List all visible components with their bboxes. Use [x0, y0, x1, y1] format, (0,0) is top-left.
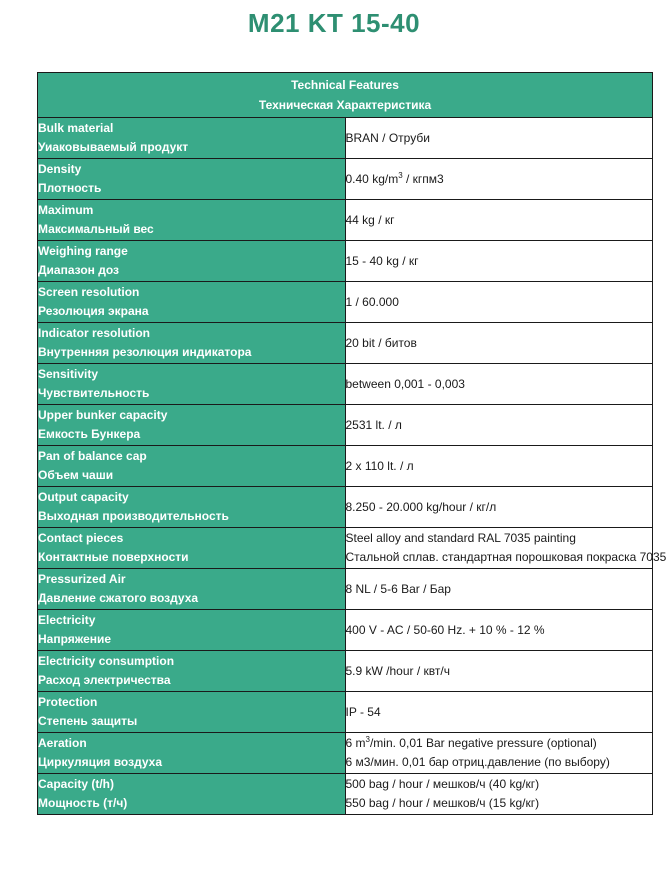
row-label	[38, 282, 346, 323]
label-en: Bulk material	[38, 121, 114, 135]
value-line: 5.9 kW /hour / квт/ч	[345, 663, 450, 678]
table-row	[38, 282, 653, 323]
table-row	[38, 569, 653, 610]
row-label	[38, 323, 346, 364]
value-superscript: 3	[365, 735, 370, 744]
label-ru: Контактные поверхности	[38, 550, 189, 564]
row-value	[345, 118, 653, 159]
label-ru: Резолюция экрана	[38, 304, 149, 318]
label-en: Upper bunker capacity	[38, 408, 168, 422]
value-text: 0.40 kg/m	[345, 171, 399, 186]
label-en: Screen resolution	[38, 285, 140, 299]
label-ru: Циркуляция воздуха	[38, 755, 162, 769]
label-en: Density	[38, 162, 82, 176]
row-label	[38, 118, 346, 159]
label-ru: Выходная производительность	[38, 509, 229, 523]
label-ru: Объем чаши	[38, 468, 114, 482]
table-row	[38, 528, 653, 569]
row-value	[345, 159, 653, 200]
table-row	[38, 118, 653, 159]
row-label	[38, 487, 346, 528]
value-line: between 0,001 - 0,003	[345, 376, 465, 391]
value-line: 44 kg / кг	[345, 212, 395, 227]
value-line: 1 / 60.000	[345, 294, 399, 309]
table-header	[38, 73, 653, 118]
row-label	[38, 774, 346, 815]
label-ru: Мощность (т/ч)	[38, 796, 128, 810]
value-line: Steel alloy and standard RAL 7035 painting	[345, 531, 576, 545]
label-ru: Давление сжатого воздуха	[38, 591, 199, 605]
row-label	[38, 446, 346, 487]
table-row	[38, 241, 653, 282]
row-value	[345, 323, 653, 364]
value-text: 6 m	[345, 736, 366, 750]
header-ru: Техническая Характеристика	[258, 98, 432, 112]
row-label	[38, 241, 346, 282]
table-row	[38, 651, 653, 692]
row-value	[345, 733, 653, 774]
row-label	[38, 733, 346, 774]
label-en: Capacity (t/h)	[38, 777, 115, 791]
row-value	[345, 200, 653, 241]
value-text: / кгпм3	[402, 171, 444, 186]
label-ru: Уиаковываемый продукт	[38, 140, 189, 154]
row-value	[345, 282, 653, 323]
row-value	[345, 241, 653, 282]
label-ru: Диапазон доз	[38, 263, 119, 277]
row-value	[345, 774, 653, 815]
table-row	[38, 446, 653, 487]
table-row	[38, 405, 653, 446]
label-ru: Чувствительность	[38, 386, 150, 400]
table-header-row	[38, 73, 653, 118]
label-en: Indicator resolution	[38, 326, 151, 340]
row-label	[38, 528, 346, 569]
value-line: 500 bag / hour / мешков/ч (40 kg/кг)	[345, 777, 540, 791]
value-line: 2531 lt. / л	[345, 417, 402, 432]
label-ru: Напряжение	[38, 632, 112, 646]
label-en: Aeration	[38, 736, 87, 750]
label-en: Weighing range	[38, 244, 128, 258]
value-line: IP - 54	[345, 704, 381, 719]
table-row	[38, 364, 653, 405]
value-line	[346, 734, 653, 753]
value-line: Стальной сплав. стандартная порошковая покраска 7035	[345, 550, 667, 564]
value-line: BRAN / Отруби	[345, 130, 430, 145]
value-line: 6 м3/мин. 0,01 бар отриц.давление (по выбору)	[345, 755, 610, 769]
label-en: Sensitivity	[38, 367, 99, 381]
row-label	[38, 569, 346, 610]
label-en: Output capacity	[38, 490, 129, 504]
row-label	[38, 405, 346, 446]
table-row	[38, 774, 653, 815]
label-ru: Плотность	[38, 181, 102, 195]
table-row	[38, 692, 653, 733]
table-row	[38, 610, 653, 651]
label-en: Electricity	[38, 613, 96, 627]
value-line: 20 bit / битов	[345, 335, 417, 350]
page-title: M21 KT 15-40	[247, 8, 421, 38]
row-label	[38, 200, 346, 241]
label-ru: Расход электричества	[38, 673, 171, 687]
row-label	[38, 651, 346, 692]
table-row	[38, 323, 653, 364]
row-label	[38, 692, 346, 733]
row-value	[345, 569, 653, 610]
technical-features-table	[37, 72, 667, 815]
row-value	[345, 405, 653, 446]
table-row	[38, 733, 653, 774]
label-en: Protection	[38, 695, 98, 709]
value-line: 8.250 - 20.000 kg/hour / кг/л	[345, 499, 497, 514]
table-row	[38, 200, 653, 241]
row-value	[345, 692, 653, 733]
row-value	[345, 528, 667, 569]
value-line: 8 NL / 5-6 Bar / Бар	[345, 581, 451, 596]
row-value	[345, 364, 653, 405]
row-value	[345, 446, 653, 487]
label-ru: Внутренняя резолюция индикатора	[38, 345, 252, 359]
label-ru: Емкость Бункера	[38, 427, 141, 441]
value-line	[346, 170, 653, 189]
value-line: 400 V - AC / 50-60 Hz. + 10 % - 12 %	[345, 622, 545, 637]
table-row	[38, 159, 653, 200]
table-row	[38, 487, 653, 528]
label-en: Pressurized Air	[38, 572, 126, 586]
label-en: Maximum	[38, 203, 94, 217]
label-ru: Максимальный вес	[38, 222, 154, 236]
row-value	[345, 487, 653, 528]
label-en: Contact pieces	[38, 531, 124, 545]
row-label	[38, 610, 346, 651]
value-line: 15 - 40 kg / кг	[345, 253, 419, 268]
label-ru: Степень защиты	[38, 714, 138, 728]
row-value	[345, 610, 653, 651]
label-en: Pan of balance cap	[38, 449, 147, 463]
value-line: 550 bag / hour / мешков/ч (15 kg/кг)	[345, 796, 540, 810]
label-en: Electricity consumption	[38, 654, 175, 668]
value-line: 2 x 110 lt. / л	[345, 458, 414, 473]
value-text: /min. 0,01 Bar negative pressure (optional)	[369, 736, 597, 750]
row-value	[345, 651, 653, 692]
header-en: Technical Features	[291, 78, 399, 92]
value-superscript: 3	[398, 170, 403, 180]
row-label	[38, 364, 346, 405]
row-label	[38, 159, 346, 200]
